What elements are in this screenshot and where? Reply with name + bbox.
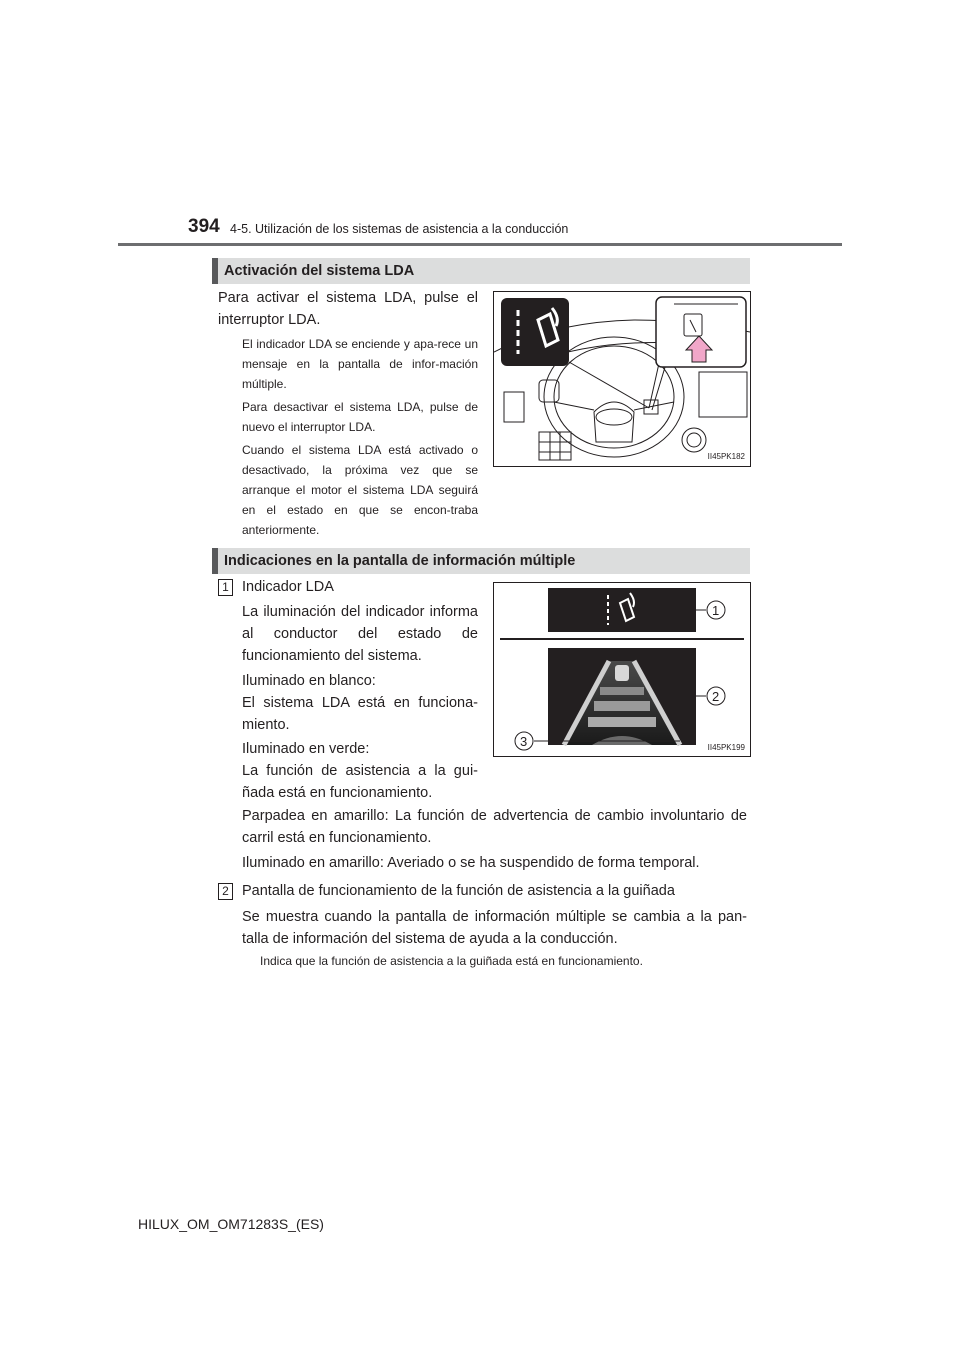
amber-state-text: Iluminado en amarillo: Averiado o se ha suspendido de forma temporal.: [242, 855, 700, 871]
document-code: HILUX_OM_OM71283S_(ES): [138, 1216, 324, 1232]
activation-instruction: Para activar el sistema LDA, pulse el interruptor LDA.: [218, 290, 478, 328]
item-number-1: 1: [218, 579, 233, 596]
item-2-note: Indica que la función de asistencia a la guiñada está en funcionamiento.: [260, 954, 643, 968]
white-state-label: Iluminado en blanco:: [242, 673, 376, 689]
white-state-text: El sistema LDA está en funciona-miento.: [242, 695, 478, 733]
section-title: Indicaciones en la pantalla de información múltiple: [224, 553, 576, 569]
item-number-2: 2: [218, 883, 233, 900]
green-state-label: Iluminado en verde:: [242, 741, 370, 757]
item-1-title: Indicador LDA: [242, 579, 334, 595]
callout-3: 3: [520, 734, 528, 749]
figure-mid-display: [493, 582, 751, 757]
note-deactivate: Para desactivar el sistema LDA, pulse de nuevo el interruptor LDA.: [242, 400, 478, 434]
green-state-text: La función de asistencia a la gui-ñada está en funcionamiento.: [242, 763, 478, 801]
dashboard-illustration: [494, 292, 750, 466]
flash-state-text: Parpadea en amarillo: La función de advertencia de cambio involuntario de carril está en funcionamiento.: [242, 808, 747, 846]
page-number: 394: [188, 216, 220, 237]
item-2-description: Se muestra cuando la pantalla de información múltiple se cambia a la pan-talla de información del sistema de ayuda a la conducción.: [242, 909, 747, 947]
section-stripe: [212, 258, 218, 284]
chapter-title: 4-5. Utilización de los sistemas de asistencia a la conducción: [230, 222, 569, 236]
section-heading-activation: [212, 258, 750, 284]
note-memory: Cuando el sistema LDA está activado o desactivado, la próxima vez que se arranque el motor el sistema LDA seguirá en el estado en que se encon-traba anteriormente.: [242, 443, 478, 537]
item-2-title: Pantalla de funcionamiento de la función de asistencia a la guiñada: [242, 883, 675, 899]
section-heading-indications: [212, 548, 750, 574]
section-stripe: [212, 548, 218, 574]
note-indicator-on: El indicador LDA se enciende y apa-rece un mensaje en la pantalla de infor-mación múltiple.: [242, 337, 478, 391]
header-rule: [118, 243, 842, 246]
mid-illustration: [494, 583, 750, 756]
figure-code: II45PK199: [707, 743, 745, 752]
section-title: Activación del sistema LDA: [224, 263, 415, 279]
figure-dashboard-switch: [493, 291, 751, 467]
callout-2: 2: [712, 689, 720, 704]
figure-code: II45PK182: [707, 452, 745, 461]
callout-1: 1: [712, 603, 720, 618]
item-1-description: La iluminación del indicador informa al conductor del estado de funcionamiento del sistema.: [242, 604, 478, 664]
